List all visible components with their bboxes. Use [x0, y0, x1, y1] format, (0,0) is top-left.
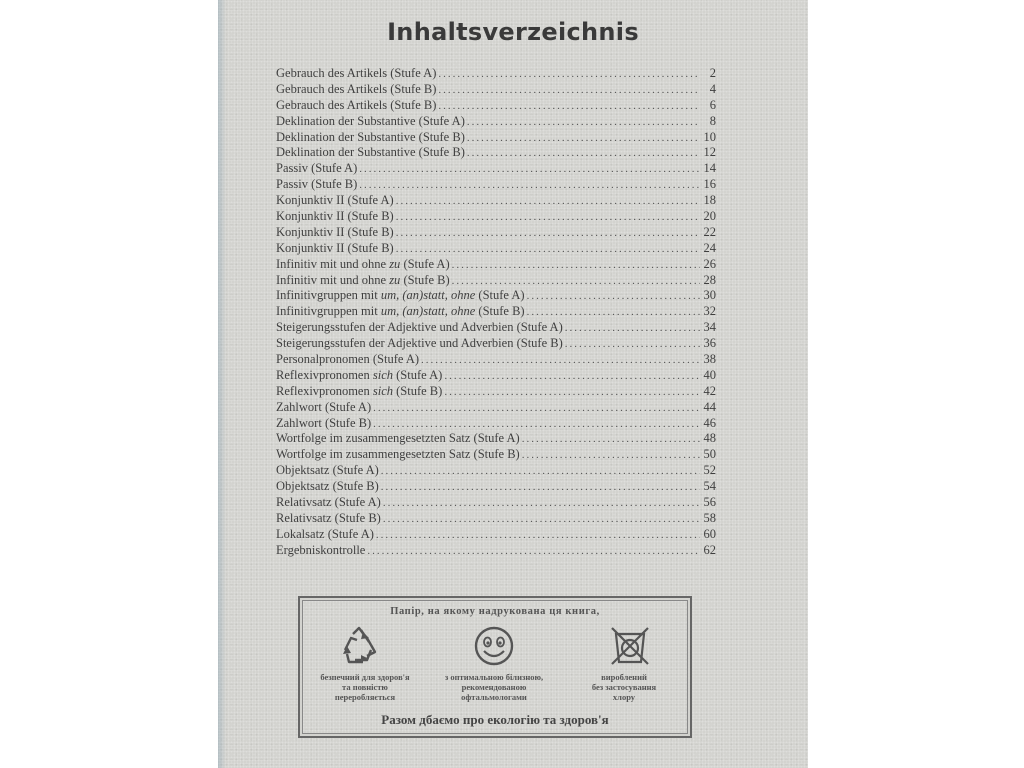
toc-leader-dots: [359, 163, 700, 175]
toc-page-number: 44: [703, 399, 716, 414]
toc-page-number: 10: [703, 129, 716, 144]
toc-entry-italic-text: um, (an)statt, ohne: [380, 288, 476, 303]
toc-entry-text: Konjunktiv II (Stufe B): [276, 240, 394, 255]
toc-entry-title: [276, 273, 450, 288]
toc-page-number: 42: [703, 383, 716, 398]
toc-page-number: 32: [703, 304, 716, 319]
eco-info-box: [298, 596, 692, 738]
toc-entry-title: [276, 304, 525, 319]
toc-entry-title: [276, 241, 394, 256]
toc-page-number: 60: [703, 526, 716, 541]
recycle-icon: [337, 624, 381, 668]
toc-page-number: 16: [703, 177, 716, 192]
toc-entry: [276, 193, 716, 209]
eco-caption-line: та повністю: [342, 682, 388, 692]
toc-entry-title: [276, 352, 419, 367]
toc-leader-dots: [383, 513, 700, 525]
toc-page-number: 20: [703, 209, 716, 224]
toc-entry-text: Deklination der Substantive (Stufe B): [276, 145, 465, 160]
toc-entry-text: Zahlwort (Stufe B): [276, 415, 372, 430]
toc-entry: [276, 479, 716, 495]
toc-leader-dots: [438, 84, 700, 96]
toc-entry-italic-text: um, (an)statt, ohne: [380, 304, 476, 319]
toc-entry: [276, 273, 716, 289]
toc-entry-text: Relativsatz (Stufe B): [276, 510, 381, 525]
toc-page-number: 2: [709, 66, 716, 80]
toc-page-number: 26: [703, 256, 716, 271]
toc-entry-title: [276, 177, 357, 192]
toc-entry-text: Reflexivpronomen: [276, 383, 373, 398]
toc-entry-title: [276, 257, 450, 272]
toc-entry-title: [276, 193, 394, 208]
smiley-face-icon: [472, 624, 516, 668]
toc-leader-dots: [452, 275, 700, 287]
toc-entry-title: [276, 447, 520, 462]
toc-entry-text-suffix: (Stufe B): [393, 383, 443, 398]
toc-entry-text: Deklination der Substantive (Stufe A): [276, 113, 465, 128]
toc-leader-dots: [444, 386, 700, 398]
toc-leader-dots: [373, 402, 700, 414]
toc-entry-text: Relativsatz (Stufe A): [276, 495, 381, 510]
toc-entry: [276, 352, 716, 368]
toc-entry-text: Wortfolge im zusammengesetzten Satz (Stufe B): [276, 447, 520, 462]
toc-entry-title: [276, 416, 371, 431]
toc-page-number: 22: [703, 224, 716, 239]
toc-entry-title: [276, 511, 381, 526]
page-edge-shadow: [218, 0, 226, 768]
toc-leader-dots: [359, 179, 700, 191]
eco-caption-line: хлору: [612, 692, 636, 702]
toc-entry-text: Gebrauch des Artikels (Stufe A): [276, 66, 437, 80]
eco-caption-line: безпечний для здоров'я: [320, 672, 410, 682]
toc-entry: [276, 304, 716, 320]
toc-leader-dots: [467, 116, 700, 128]
toc-entry-title: [276, 320, 563, 335]
toc-page-number: 56: [703, 495, 716, 510]
toc-entry-text-suffix: (Stufe B): [400, 272, 450, 287]
toc-entry: [276, 384, 716, 400]
toc-leader-dots: [565, 338, 700, 350]
eco-caption-line: офтальмологами: [461, 692, 527, 702]
toc-page-number: 18: [703, 193, 716, 208]
toc-entry: [276, 209, 716, 225]
toc-entry: [276, 161, 716, 177]
toc-entry-text: Gebrauch des Artikels (Stufe B): [276, 81, 437, 96]
toc-entry-text: Wortfolge im zusammengesetzten Satz (Stufe A): [276, 431, 520, 446]
toc-entry-title: [276, 209, 394, 224]
toc-leader-dots: [373, 418, 700, 430]
toc-page-number: 38: [703, 352, 716, 367]
toc-entry-title: [276, 82, 436, 97]
toc-entry-title: [276, 114, 465, 129]
toc-page-number: 6: [709, 97, 716, 112]
toc-page-number: 28: [703, 272, 716, 287]
toc-leader-dots: [383, 497, 700, 509]
toc-entry-text: Steigerungsstufen der Adjektive und Adverbien (Stufe A): [276, 320, 563, 335]
toc-entry: [276, 527, 716, 543]
table-of-contents: [276, 66, 716, 559]
toc-leader-dots: [444, 370, 700, 382]
toc-entry-text: Objektsatz (Stufe A): [276, 463, 379, 478]
eco-caption-line: без застосування: [591, 682, 657, 692]
toc-entry-title: [276, 98, 436, 113]
eco-caption: [559, 672, 689, 702]
toc-entry-text: Zahlwort (Stufe A): [276, 399, 372, 414]
eco-caption: [429, 672, 559, 702]
toc-page-number: 14: [703, 161, 716, 176]
toc-entry-text-suffix: (Stufe A): [400, 256, 450, 271]
toc-page-number: 24: [703, 240, 716, 255]
toc-entry: [276, 114, 716, 130]
toc-entry: [276, 511, 716, 527]
toc-leader-dots: [367, 545, 700, 557]
toc-page-number: 62: [703, 542, 716, 557]
toc-entry: [276, 130, 716, 146]
toc-entry-text: Lokalsatz (Stufe A): [276, 526, 374, 541]
no-chlorine-icon: [608, 624, 652, 668]
toc-entry-title: [276, 336, 563, 351]
toc-leader-dots: [421, 354, 700, 366]
toc-entry: [276, 288, 716, 304]
toc-leader-dots: [522, 433, 700, 445]
toc-entry-text-suffix: (Stufe B): [475, 304, 525, 319]
toc-entry: [276, 543, 716, 559]
eco-caption-line: рекомендованою: [461, 682, 527, 692]
toc-entry: [276, 495, 716, 511]
toc-page-number: 12: [703, 145, 716, 160]
toc-entry-italic-text: sich: [372, 383, 393, 398]
toc-page-number: 36: [703, 336, 716, 351]
toc-leader-dots: [381, 481, 700, 493]
toc-leader-dots: [381, 465, 700, 477]
eco-caption-line: вироблений: [601, 672, 647, 682]
toc-entry: [276, 416, 716, 432]
toc-entry: [276, 336, 716, 352]
toc-entry-text-suffix: (Stufe A): [393, 367, 443, 382]
toc-leader-dots: [527, 306, 700, 318]
book-page: [218, 0, 808, 768]
toc-leader-dots: [376, 529, 700, 541]
toc-entry-title: [276, 145, 465, 160]
toc-leader-dots: [452, 259, 700, 271]
toc-entry-title: [276, 463, 379, 478]
page-title: Inhaltsverzeichnis: [387, 18, 639, 46]
toc-entry-italic-text: zu: [389, 256, 401, 271]
toc-entry-text-suffix: (Stufe A): [475, 288, 525, 303]
toc-entry: [276, 257, 716, 273]
toc-page-number: 40: [703, 367, 716, 382]
toc-entry: [276, 145, 716, 161]
toc-entry-title: [276, 543, 365, 558]
toc-entry-title: [276, 431, 520, 446]
toc-leader-dots: [396, 195, 700, 207]
toc-entry-title: [276, 400, 371, 415]
toc-leader-dots: [396, 243, 700, 255]
toc-entry: [276, 320, 716, 336]
eco-footer: Разом дбаємо про екологію та здоров'я: [381, 712, 609, 727]
toc-entry-text: Infinitiv mit und ohne: [276, 256, 390, 271]
toc-entry-text: Deklination der Substantive (Stufe B): [276, 129, 465, 144]
toc-entry-text: Objektsatz (Stufe B): [276, 479, 379, 494]
toc-entry: [276, 225, 716, 241]
toc-entry-text: Reflexivpronomen: [276, 367, 373, 382]
toc-entry-text: Konjunktiv II (Stufe A): [276, 193, 394, 208]
toc-leader-dots: [522, 449, 700, 461]
toc-entry-title: [276, 288, 525, 303]
toc-entry: [276, 463, 716, 479]
toc-page-number: 34: [703, 320, 716, 335]
toc-entry-text: Konjunktiv II (Stufe B): [276, 224, 394, 239]
toc-page-number: 46: [703, 415, 716, 430]
toc-entry: [276, 177, 716, 193]
toc-page-number: 52: [703, 463, 716, 478]
eco-caption-line: з оптимальною білизною,: [444, 672, 544, 682]
toc-leader-dots: [467, 132, 700, 144]
toc-entry-title: [276, 130, 465, 145]
toc-page-number: 58: [703, 510, 716, 525]
toc-entry: [276, 241, 716, 257]
toc-entry-text: Personalpronomen (Stufe A): [276, 352, 420, 367]
toc-entry: [276, 98, 716, 114]
toc-entry-title: [276, 527, 374, 542]
toc-entry-italic-text: sich: [372, 367, 393, 382]
toc-entry: [276, 431, 716, 447]
toc-entry-text: Infinitiv mit und ohne: [276, 272, 390, 287]
toc-page-number: 30: [703, 288, 716, 303]
toc-entry-title: [276, 479, 379, 494]
toc-leader-dots: [438, 100, 700, 112]
eco-caption: [300, 672, 430, 702]
toc-leader-dots: [396, 211, 700, 223]
toc-leader-dots: [396, 227, 700, 239]
toc-leader-dots: [565, 322, 700, 334]
toc-page-number: 48: [703, 431, 716, 446]
toc-entry-text: Passiv (Stufe B): [276, 177, 358, 192]
toc-entry-title: [276, 384, 442, 399]
toc-entry-italic-text: zu: [389, 272, 401, 287]
toc-page-number: 4: [709, 81, 716, 96]
toc-entry: [276, 368, 716, 384]
toc-entry: [276, 66, 716, 82]
toc-leader-dots: [467, 147, 700, 159]
toc-entry-text: Infinitivgruppen mit: [276, 288, 381, 303]
toc-page-number: 8: [709, 113, 716, 128]
toc-entry-title: [276, 495, 381, 510]
toc-entry: [276, 447, 716, 463]
toc-page-number: 54: [703, 479, 716, 494]
toc-entry-title: [276, 368, 442, 383]
toc-entry-text: Ergebniskontrolle: [276, 542, 366, 557]
toc-leader-dots: [527, 290, 700, 302]
toc-entry: [276, 400, 716, 416]
eco-heading: Папір, на якому надрукована ця книга,: [390, 606, 600, 617]
eco-caption-line: переробляється: [334, 692, 396, 702]
toc-leader-dots: [438, 68, 700, 80]
toc-entry: [276, 82, 716, 98]
toc-entry-text: Konjunktiv II (Stufe B): [276, 209, 394, 224]
toc-page-number: 50: [703, 447, 716, 462]
toc-entry-title: [276, 161, 357, 176]
toc-entry-title: [276, 66, 436, 81]
toc-entry-text: Gebrauch des Artikels (Stufe B): [276, 97, 437, 112]
toc-entry-text: Infinitivgruppen mit: [276, 304, 381, 319]
toc-entry-title: [276, 225, 394, 240]
toc-entry-text: Passiv (Stufe A): [276, 161, 358, 176]
toc-entry-text: Steigerungsstufen der Adjektive und Adverbien (Stufe B): [276, 336, 563, 351]
